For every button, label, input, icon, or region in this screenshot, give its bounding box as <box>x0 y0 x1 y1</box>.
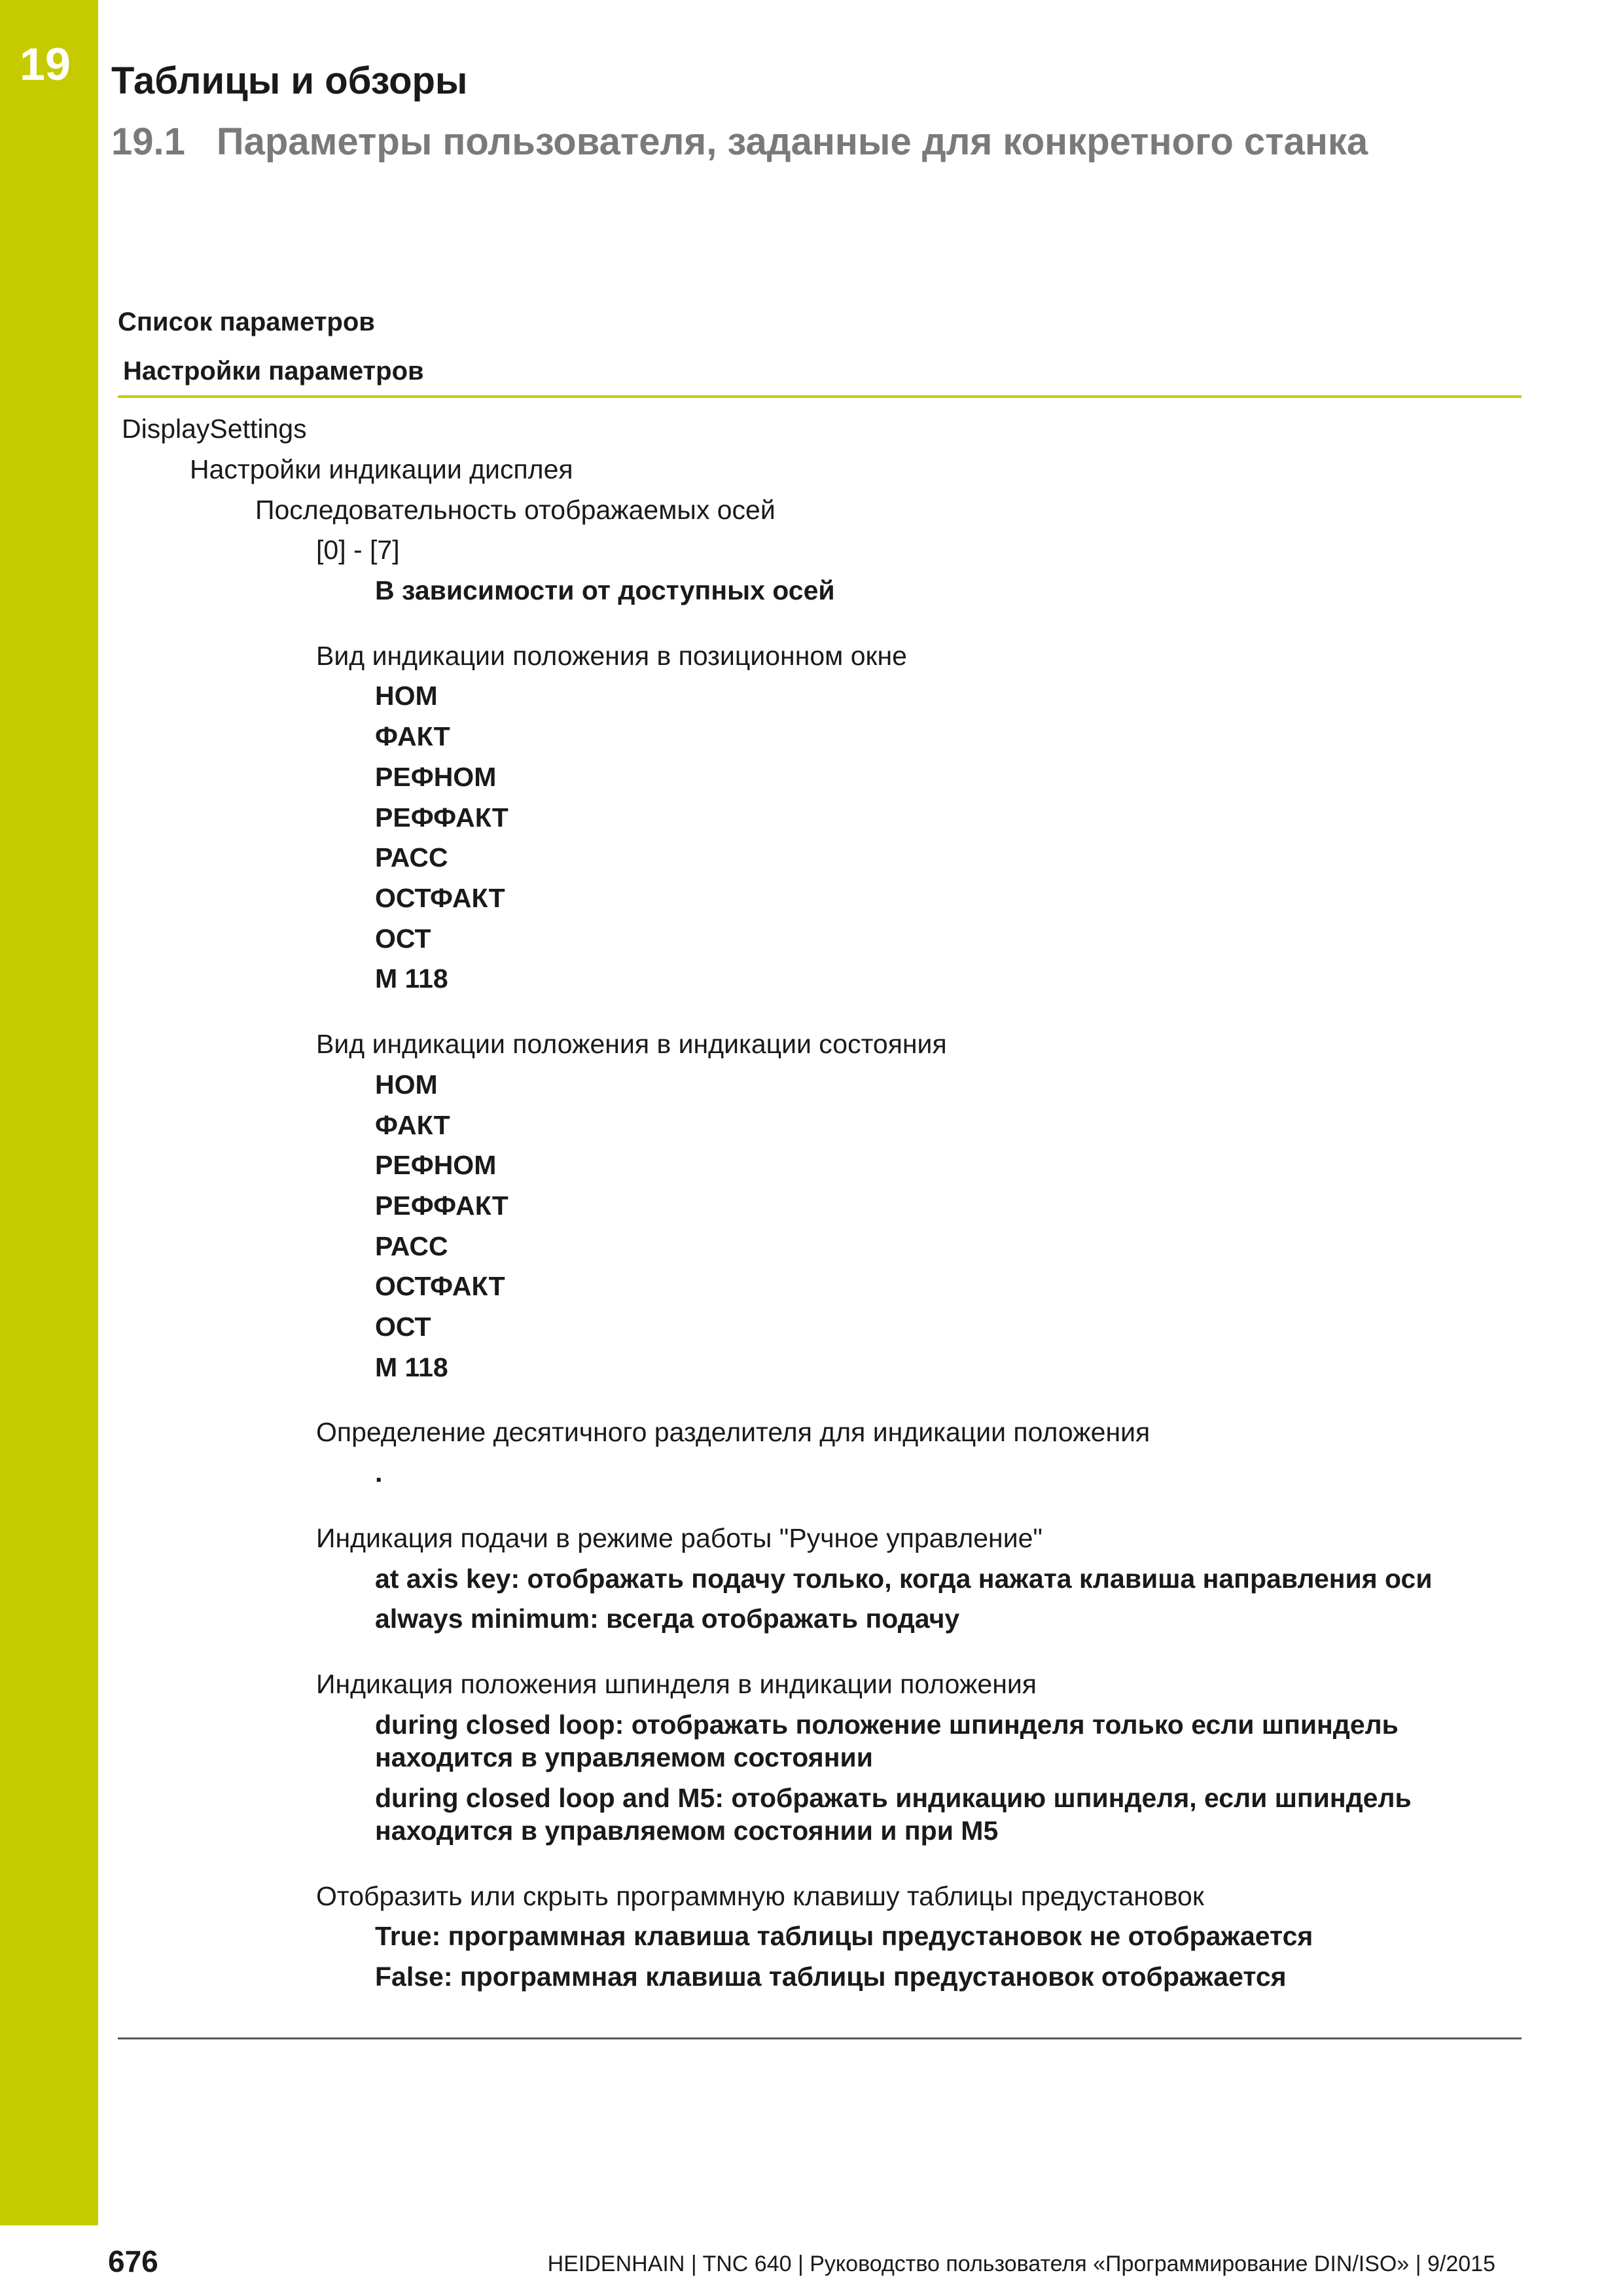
chapter-number: 19 <box>20 39 71 90</box>
parameter-entry-level-4: РАСС <box>375 1231 448 1261</box>
parameter-entry-level-3: [0] - [7] <box>316 535 400 565</box>
parameter-entry-level-4: M 118 <box>375 1352 448 1382</box>
parameter-entry-level-4: ОСТ <box>375 924 431 954</box>
parameter-entry-level-2: Последовательность отображаемых осей <box>255 495 776 525</box>
table-bottom-rule <box>118 2037 1522 2039</box>
parameter-entry-level-4: РЕФНОМ <box>375 1150 497 1180</box>
parameter-entry-level-4: M 118 <box>375 963 448 994</box>
parameter-entry-level-4: ОСТФАКТ <box>375 1271 505 1301</box>
chapter-title: Таблицы и обзоры <box>111 60 468 102</box>
parameter-entry-level-4: РАСС <box>375 842 448 872</box>
parameter-entry-level-0: DisplaySettings <box>122 414 307 444</box>
footer-text: HEIDENHAIN | TNC 640 | Руководство пользователя «Программирование DIN/ISO» | 9/2015 <box>547 2251 1495 2276</box>
parameter-entry-level-3: Индикация положения шпинделя в индикации положения <box>316 1669 1037 1699</box>
parameter-entry-level-3: Отобразить или скрыть программную клавишу таблицы предустановок <box>316 1881 1204 1911</box>
parameter-entry-level-4: ФАКТ <box>375 721 450 751</box>
parameter-entry-level-3: Определение десятичного разделителя для индикации положения <box>316 1417 1150 1447</box>
parameter-entry-level-4: РЕФНОМ <box>375 762 497 792</box>
parameter-entry-level-4: НОМ <box>375 1069 438 1100</box>
parameter-entry-level-4: ОСТФАКТ <box>375 883 505 913</box>
parameter-entry-level-4: during closed loop and M5: отображать индикацию шпинделя, если шпиндель <box>375 1783 1412 1813</box>
section-title: Параметры пользователя, заданные для конкретного станка <box>216 120 1368 163</box>
parameter-entry-level-4: ОСТ <box>375 1312 431 1342</box>
parameter-entry-level-3: Индикация подачи в режиме работы "Ручное управление" <box>316 1523 1043 1553</box>
page-number: 676 <box>108 2244 158 2278</box>
parameter-entry-level-4: В зависимости от доступных осей <box>375 575 835 605</box>
parameter-entry-level-4: РЕФФАКТ <box>375 1191 508 1221</box>
parameter-entry-level-4: РЕФФАКТ <box>375 802 508 833</box>
parameter-entry-level-1: Настройки индикации дисплея <box>190 454 573 484</box>
section-number: 19.1 <box>111 120 185 163</box>
parameter-list-title: Список параметров <box>118 308 375 336</box>
parameter-entry-level-3: Вид индикации положения в индикации состояния <box>316 1029 947 1059</box>
parameter-entry-level-4: НОМ <box>375 681 438 711</box>
parameter-entry-level-4: during closed loop: отображать положение шпинделя только если шпиндель <box>375 1710 1399 1740</box>
parameter-entry-level-4: at axis key: отображать подачу только, когда нажата клавиша направления оси <box>375 1564 1433 1594</box>
parameter-entry-level-4: always minimum: всегда отображать подачу <box>375 1604 960 1634</box>
parameter-entry-level-4: . <box>375 1458 383 1488</box>
parameter-entry-level-4: False: программная клавиша таблицы предустановок отображается <box>375 1962 1287 1992</box>
parameter-table-header-label: Настройки параметров <box>123 357 424 386</box>
parameter-entry-level-4: ФАКТ <box>375 1110 450 1140</box>
parameter-entry-level-4: находится в управляемом состоянии <box>375 1742 873 1772</box>
parameter-entry-level-4: находится в управляемом состоянии и при M5 <box>375 1816 999 1846</box>
parameter-entry-level-4: True: программная клавиша таблицы предустановок не отображается <box>375 1921 1313 1951</box>
parameter-entry-level-3: Вид индикации положения в позиционном окне <box>316 641 907 671</box>
